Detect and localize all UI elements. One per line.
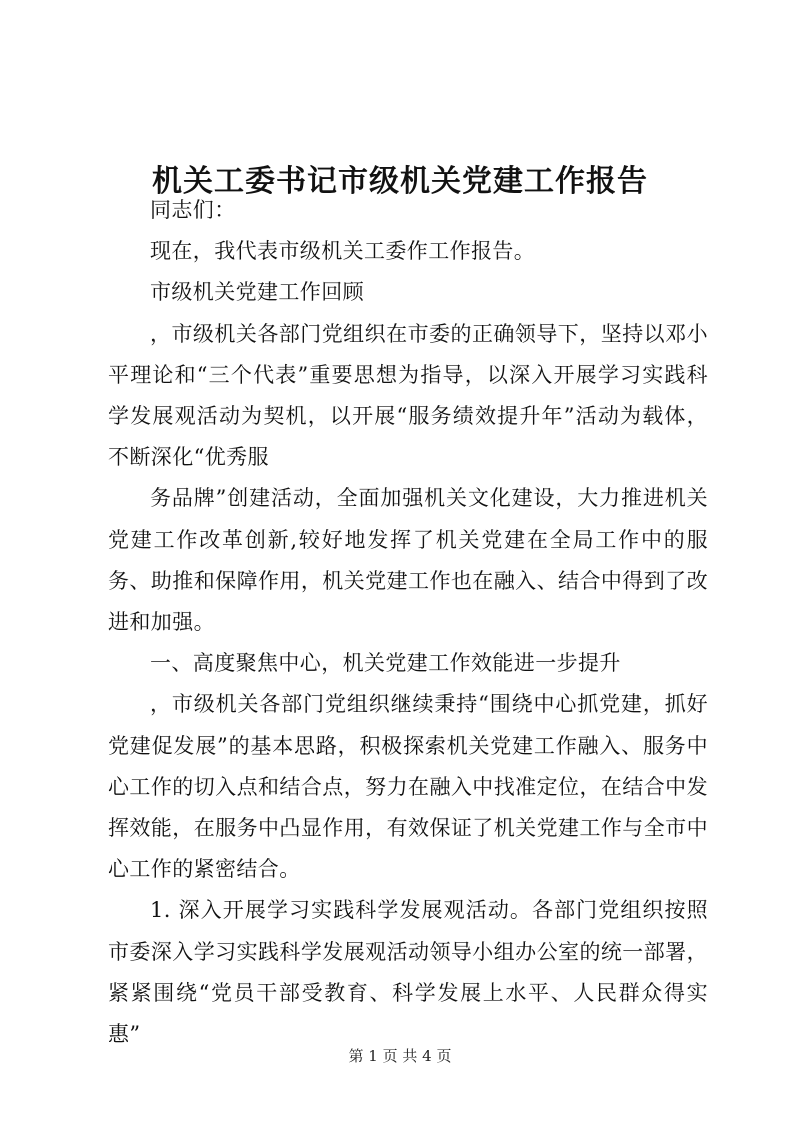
paragraph-greeting: 同志们： — [150, 198, 236, 222]
paragraph-review-1: ，市级机关各部门党组织在市委的正确领导下，坚持以邓小平理论和“三个代表”重要思想为指导，以深入开展学习实践科学发展观活动为契机，以开展“服务绩效提升年”活动为载体，不断深化“优秀服 — [108, 321, 708, 470]
paragraph-intro: 现在，我代表市级机关工委作工作报告。 — [150, 239, 536, 264]
paragraph-section-one: ，市级机关各部门党组织继续秉持“围绕中心抓党建，抓好党建促发展”的基本思路，积极探索机关党建工作融入、服务中心工作的切入点和结合点，努力在融入中找准定位，在结合中发挥效能，在服务中凸显作用，有效保证了机关党建工作与全市中心工作的紧密结合。 — [108, 692, 708, 882]
paragraph-review-2: 务品牌”创建活动，全面加强机关文化建设，大力推进机关党建工作改革创新,较好地发挥了机关党建在全局工作中的服务、助推和保障作用，机关党建工作也在融入、结合中得到了改进和加强。 — [108, 486, 708, 635]
paragraph-item-1: 1. 深入开展学习实践科学发展观活动。各部门党组织按照市委深入学习实践科学发展观活动领导小组办公室的统一部署，紧紧围绕“党员干部受教育、科学发展上水平、人民群众得实惠” — [108, 898, 708, 1047]
document-body — [108, 190, 708, 1055]
document-title: 机关工委书记市级机关党建工作报告 — [152, 164, 648, 200]
section-heading-review: 市级机关党建工作回顾 — [150, 280, 364, 305]
page-footer: 第 1 页 共 4 页 — [348, 1047, 452, 1065]
section-heading-one: 一、高度聚焦中心，机关党建工作效能进一步提升 — [150, 651, 621, 676]
